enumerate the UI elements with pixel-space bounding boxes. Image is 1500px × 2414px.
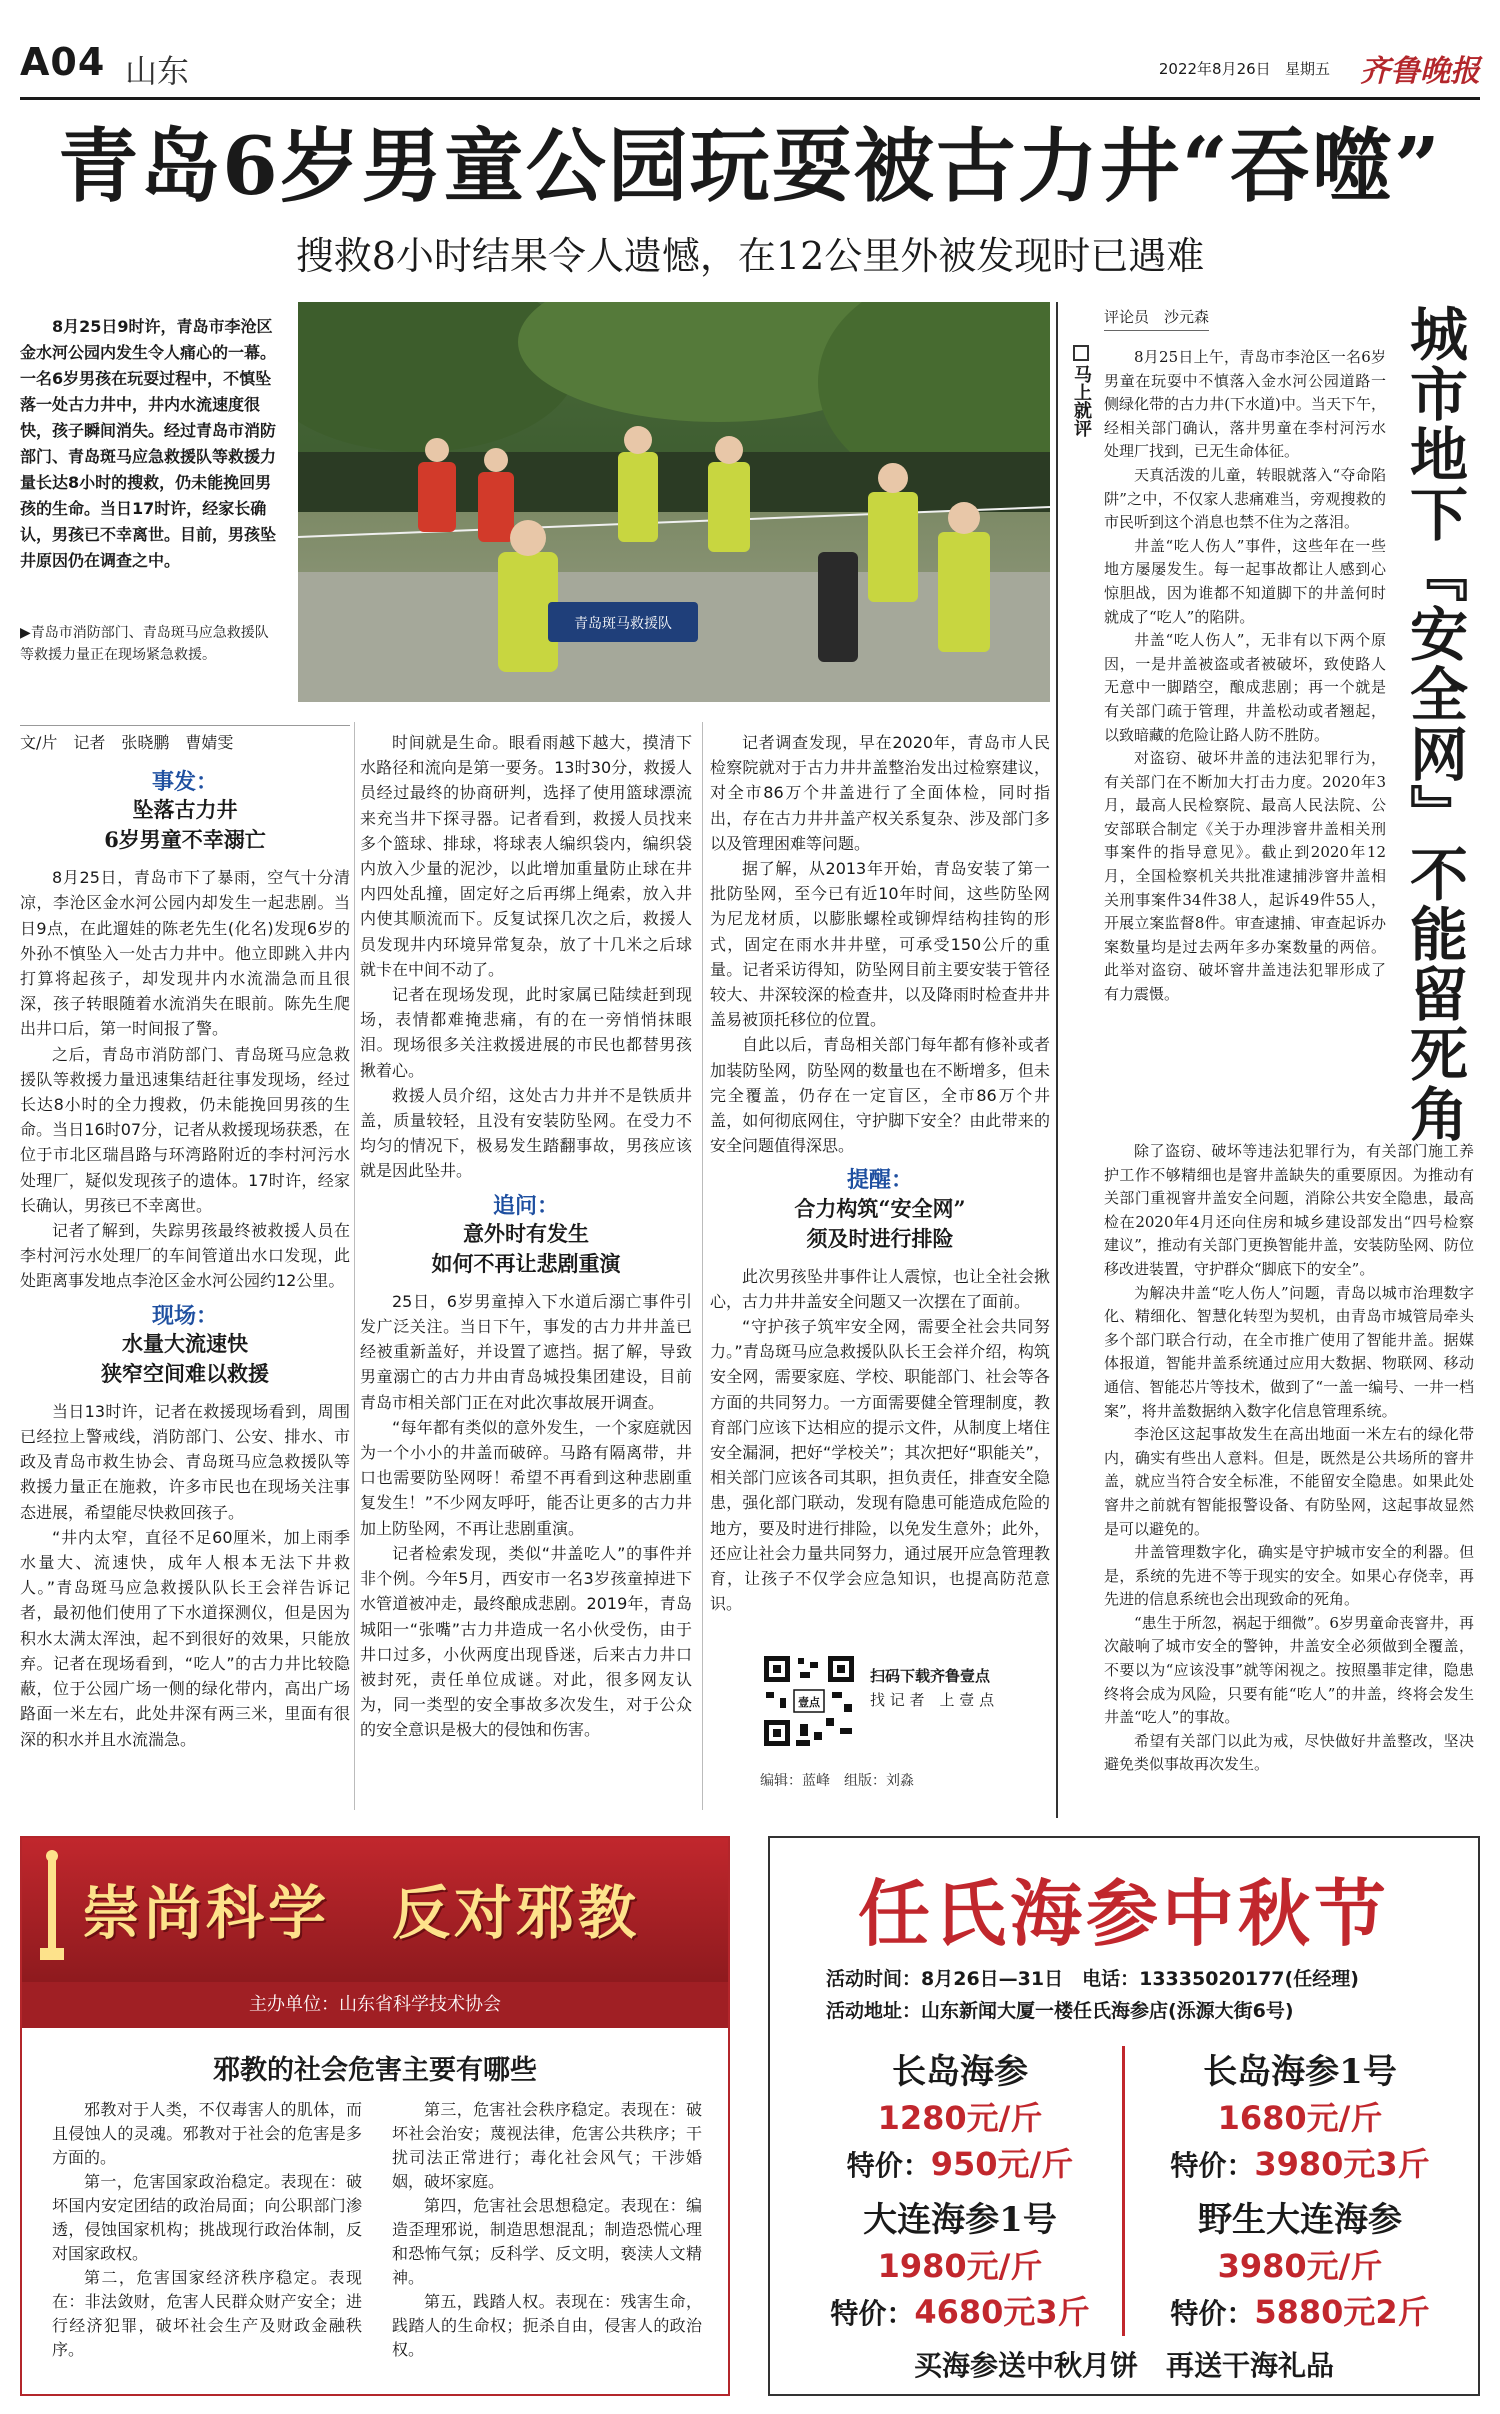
sale-label: 特价： — [1170, 2297, 1255, 2330]
product-sale — [810, 2139, 1110, 2185]
qr-code[interactable] — [760, 1652, 858, 1750]
commentary-tag-text: 马上就评 — [1071, 365, 1092, 437]
paragraph: “井内太窄，直径不足60厘米，加上雨季水量大、流速快，成年人根本无法下井救人。”青岛斑马应急救援队队长王会祥告诉记者，最初他们使用了下水道探测仪，但是因为积水太满太浑浊，起不到很好的效果，只能放弃。记者在现场看到，“吃人”的古力井比较隐蔽，位于公园广场一侧的绿化带内，高出广场路面一米左右，此处井深有两三米，里面有很深的积水并且水流湍急。 — [20, 1527, 350, 1749]
byline: 文/片 记者 张晓鹏 曹婧雯 — [20, 725, 350, 753]
paragraph: 第一，危害国家政治稳定。表现在：破坏国内安定团结的政治局面；向公职部门渗透，侵蚀国家机构；挑战现行政治体制，反对国家政权。 — [52, 2172, 362, 2263]
paragraph: 自此以后，青岛相关部门每年都有修补或者加装防坠网，防坠网的数量也在不断增多，但未完全覆盖，仍存在一定盲区，全市86万个井盖，如何彻底网住，守护脚下安全？由此带来的安全问题值得深思。 — [710, 1035, 1050, 1156]
product-sale — [810, 2287, 1110, 2333]
paragraph: 据了解，从2013年开始，青岛安装了第一批防坠网，至今已有近10年时间，这些防坠网为尼龙材质，以膨胀螺栓或铆焊结构挂钩的形式，固定在雨水井井壁，可承受150公斤的重量。记者采访得知，防坠网目前主要安装于管径较大、井深较深的检查井，以及降雨时检查井井盖易被顶托移位的位置。 — [710, 859, 1050, 1030]
section-tag: 事发： — [151, 770, 218, 795]
commentary-author: 评论员 沙元森 — [1104, 306, 1209, 331]
science-ad-text-left — [52, 2098, 362, 2362]
paragraph: 对盗窃、破坏井盖的违法犯罪行为，有关部门在不断加大打击力度。2020年3月，最高人民检察院、最高人民法院、公安部联合制定《关于办理涉窨井盖相关刑事案件的指导意见》。截止到2020年12月，全国检察机关共批准逮捕涉窨井盖相关刑事案件34件38人，起诉49件55人，开展立案监督8件。审查逮捕、审查起诉办案数量均是过去两年多办案数量的两倍。此举对盗窃、破坏窨井盖违法犯罪形成了有力震慑。 — [1104, 749, 1386, 1004]
section-title: 6岁男童不幸溺亡 — [104, 827, 266, 853]
paragraph: 井盖管理数字化，确实是守护城市安全的利器。但是，系统的先进不等于现实的安全。如果心存侥幸，再先进的信息系统也会出现致命的死角。 — [1104, 1543, 1474, 1609]
commentary-tag — [1064, 345, 1094, 437]
section-tag: 追问： — [492, 1193, 559, 1219]
paragraph: 此次男孩坠井事件让人震惊，也让全社会揪心，古力井井盖安全问题又一次摆在了面前。 — [710, 1266, 1050, 1311]
section-head-incident — [20, 770, 350, 855]
paragraph: 8月25日，青岛市下了暴雨，空气十分清凉，李沧区金水河公园内却发生一起悲剧。当日9点，在此遛娃的陈老先生(化名)发现6岁的外孙不慎坠入一处古力井中。他立即跳入井内打算将起孩子，却发现井内水流湍急而且很深，孩子转眼随着水流消失在眼前。陈先生爬出井口后，第一时间报了警。 — [20, 868, 350, 1039]
product-name: 大连海参1号 — [863, 2200, 1057, 2240]
photo-caption: ▶青岛市消防部门、青岛斑马应急救援队等救援力量正在现场紧急救援。 — [20, 625, 269, 663]
article-column-1 — [20, 760, 350, 1752]
qr-center-label: 壹点 — [798, 1696, 820, 1709]
article-column-2 — [360, 730, 692, 1743]
paragraph: 第四，危害社会思想稳定。表现在：编造歪理邪说，制造思想混乱；制造恐慌心理和恐怖气氛；反科学、反文明，亵渎人文精神。 — [392, 2196, 702, 2287]
seacucumber-ad — [768, 1836, 1480, 2396]
paragraph: 8月25日上午，青岛市李沧区一名6岁男童在玩耍中不慎落入金水河公园道路一侧绿化带的古力井(下水道)中。当天下午，经相关部门确认，落井男童在李村河污水处理厂找到，已无生命体征。 — [1104, 348, 1386, 461]
paragraph: 之后，青岛市消防部门、青岛斑马应急救援队等救援力量迅速集结赶往事发现场，经过长达8小时的全力搜救，仍未能挽回男孩的生命。当日16时07分，记者从救援现场获悉，在位于市北区瑞昌路与环湾路附近的李村河污水处理厂，疑似发现孩子的遗体。17时许，经家长确认，男孩已不幸离世。 — [20, 1044, 350, 1215]
paragraph: 井盖“吃人伤人”事件，这些年在一些地方屡屡发生。每一起事故都让人感到心惊胆战，因为谁都不知道脚下的井盖何时就成了“吃人”的陷阱。 — [1104, 536, 1386, 626]
product-price: 1280元/斤 — [877, 2099, 1043, 2137]
qr-caption-line: 找 记 者 上 壹 点 — [870, 1691, 995, 1709]
sale-price: 3980元3斤 — [1254, 2145, 1430, 2183]
sale-label: 特价： — [830, 2297, 915, 2330]
sale-label: 特价： — [846, 2149, 931, 2182]
qr-caption-line: 扫码下载齐鲁壹点 — [870, 1667, 991, 1685]
commentary-body-top — [1104, 346, 1386, 1007]
sale-price: 4680元3斤 — [914, 2293, 1090, 2331]
product-card — [810, 2192, 1110, 2333]
paragraph: 第三，危害社会秩序稳定。表现在：破坏社会治安；蔑视法律，危害公共秩序；干扰司法正常进行；毒化社会风气；干涉婚姻，破坏家庭。 — [392, 2100, 702, 2191]
headline: 青岛6岁男童公园玩耍被古力井“吞噬” — [58, 119, 1442, 213]
paragraph: “每年都有类似的意外发生，一个家庭就因为一个小小的井盖而破碎。马路有隔离带，井口也需要防坠网呀！希望不再看到这种悲剧重复发生！”不少网友呼吁，能否让更多的古力井加上防坠网，不再让悲剧重演。 — [360, 1417, 692, 1538]
seacucumber-ad-title: 任氏海参中秋节 — [857, 1871, 1390, 1956]
product-sale — [1150, 2287, 1450, 2333]
subheadline: 搜救8小时结果令人遗憾，在12公里外被发现时已遇难 — [295, 234, 1205, 278]
commentary-body-bottom — [1104, 1140, 1474, 1777]
section-tag: 现场： — [151, 1303, 218, 1329]
product-name: 长岛海参 — [892, 2052, 1028, 2092]
science-ad-text-right — [392, 2098, 702, 2362]
section-title: 狭窄空间难以救援 — [101, 1360, 269, 1386]
paragraph: 记者在现场发现，此时家属已陆续赶到现场，表情都难掩悲痛，有的在一旁悄悄抹眼泪。现场很多关注救援进展的市民也都替男孩揪着心。 — [360, 985, 692, 1080]
section-head-reminder — [710, 1168, 1050, 1253]
paragraph: “患生于所忽，祸起于细微”。6岁男童命丧窨井，再次敲响了城市安全的警钟，井盖安全必须做到全覆盖，不要以为“应该没事”就等闲视之。按照墨菲定律，隐患终将会成为风险，只要有能“吃人”的井盖，终将会发生井盖“吃人”的事故。 — [1104, 1613, 1474, 1727]
science-ad-slogan: 崇尚科学 反对邪教 — [82, 1879, 641, 1947]
paragraph: 希望有关部门以此为戒，尽快做好井盖整改，坚决避免类似事故再次发生。 — [1104, 1731, 1474, 1774]
paragraph: 救援人员介绍，这处古力井并不是铁质井盖，质量较轻，且没有安装防坠网。在受力不均匀的情况下，极易发生踏翻事故，男孩应该就是因此坠井。 — [360, 1085, 692, 1181]
editor-credit: 编辑：蓝峰 组版：刘淼 — [760, 1773, 914, 1789]
paragraph: 天真活泼的儿童，转眼就落入“夺命陷阱”之中，不仅家人悲痛难当，旁观搜救的市民听到这个消息也禁不住为之落泪。 — [1104, 465, 1386, 532]
section-title: 须及时进行排险 — [806, 1225, 954, 1251]
paragraph: 记者检索发现，类似“井盖吃人”的事件并非个例。今年5月，西安市一名3岁孩童掉进下水管道被冲走，最终酿成悲剧。2019年，青岛城阳一“张嘴”古力井造成一名小伙受伤，由于井口过多，小伙两度出现昏迷，后来古力井口被封死，责任单位成谜。对此，很多网友认为，同一类型的安全事故多次发生，对于公众的安全意识是极大的侵蚀和伤害。 — [360, 1543, 692, 1740]
product-card — [1150, 2192, 1450, 2333]
science-ad-banner — [22, 1838, 728, 1982]
date: 2022年8月26日 — [1158, 60, 1271, 78]
section-title: 水量大流速快 — [122, 1330, 248, 1356]
paragraph: 为解决井盖“吃人伤人”问题，青岛以城市治理数字化、精细化、智慧化转型为契机，由青岛市城管局牵头多个部门联合行动，在全市推广使用了智能井盖。据媒体报道，智能井盖系统通过应用大数据、物联网、移动通信、智能芯片等技术，做到了“一盖一编号、一井一档案”，将井盖数据纳入数字化信息管理系统。 — [1104, 1283, 1474, 1420]
product-price: 1980元/斤 — [877, 2247, 1043, 2285]
paragraph: 除了盗窃、破坏等违法犯罪行为，有关部门施工养护工作不够精细也是窨井盖缺失的重要原因。为推动有关部门重视窨井盖安全问题，消除公共安全隐患，最高检在2020年4月还向住房和城乡建设部发出“四号检察建议”，推动有关部门更换智能井盖，安装防坠网、防位移改进装置，守护群众“脚底下的安全”。 — [1104, 1142, 1474, 1278]
paragraph: 记者了解到，失踪男孩最终被救援人员在李村河污水处理厂的车间管道出水口发现，此处距离事发地点李沧区金水河公园约12公里。 — [20, 1221, 350, 1291]
masthead — [20, 40, 1480, 100]
product-name: 野生大连海参 — [1198, 2200, 1402, 2240]
rescue-scene-photo — [298, 302, 1050, 702]
product-card — [810, 2044, 1110, 2185]
section-title: 意外时有发生 — [463, 1220, 589, 1246]
column-divider — [354, 722, 355, 1810]
paragraph: 时间就是生命。眼看雨越下越大，摸清下水路径和流向是第一要务。13时30分，救援人员经过最终的协商研判，选择了使用篮球漂流来充当井下探寻器。记者看到，救援人员找来多个篮球、排球，将球表人编织袋内，编织袋内放入少量的泥沙，以此增加重量防止球在井内四处乱撞，固定好之后再绑上绳索，放入井内使其顺流而下。反复试探几次之后，救援人员发现井内环境异常复杂，放了十几米之后球就卡在中间不动了。 — [360, 733, 692, 979]
paragraph: “守护孩子筑牢安全网，需要全社会共同努力。”青岛斑马应急救援队队长王会祥介绍，构筑安全网，需要家庭、学校、职能部门、社会等各方面的共同努力。一方面需要健全管理制度，教育部门应该下达相应的提示文件，从制度上堵住安全漏洞，把好“学校关”；其次把好“职能关”，相关部门应该各司其职，担负责任，排查安全隐患，强化部门联动，发现有隐患可能造成危险的地方，要及时进行排险，以免发生意外；此外，还应让社会力量共同努力，通过展开应急管理教育，让孩子不仅学会应急知识，也提高防范意识。 — [710, 1317, 1050, 1614]
science-ad-host: 主办单位：山东省科学技术协会 — [22, 1982, 728, 2028]
square-icon — [1073, 345, 1089, 361]
column-divider — [702, 722, 703, 1810]
weekday: 星期五 — [1284, 60, 1330, 78]
monument-icon — [32, 1848, 72, 1968]
sale-label: 特价： — [1170, 2149, 1255, 2182]
sale-price: 950元/斤 — [930, 2145, 1074, 2183]
product-divider — [1122, 2046, 1125, 2336]
seacucumber-ad-address: 活动地址：山东新闻大厦一楼任氏海参店(泺源大街6号) — [826, 2000, 1294, 2022]
product-card — [1150, 2044, 1450, 2185]
paragraph: 第五，践踏人权。表现在：残害生命，践踏人的生命权；扼杀自由，侵害人的政治权。 — [392, 2292, 702, 2359]
paragraph: 记者调查发现，早在2020年，青岛市人民检察院就对于古力井井盖整治发出过检察建议，对全市86万个井盖进行了全面体检，同时指出，存在古力井井盖产权关系复杂、涉及部门多以及管理困难等问题。 — [710, 733, 1050, 853]
paragraph: 当日13时许，记者在救援现场看到，周围已经拉上警戒线，消防部门、公安、排水、市政及青岛市救生协会、青岛斑马应急救援队等救援力量正在施救，许多市民也在现场关注事态进展，希望能尽快救回孩子。 — [20, 1401, 350, 1522]
product-price: 1680元/斤 — [1217, 2099, 1383, 2137]
paragraph: 第二，危害国家经济秩序稳定。表现在：非法敛财，危害人民群众财产安全；进行经济犯罪，破坏社会生产及财政金融秩序。 — [52, 2268, 362, 2359]
paragraph: 井盖“吃人伤人”，无非有以下两个原因，一是井盖被盗或者被破坏，致使路人无意中一脚踏空，酿成悲剧；再一个就是有关部门疏于管理，井盖松动或者翘起，以致暗藏的危险让路人防不胜防。 — [1104, 631, 1386, 744]
section-name: 山东 — [125, 52, 190, 90]
product-price: 3980元/斤 — [1217, 2247, 1383, 2285]
paragraph: 25日，6岁男童掉入下水道后溺亡事件引发广泛关注。当日下午，事发的古力井井盖已经被重新盖好，并设置了遮挡。据了解，导致男童溺亡的古力井由青岛城投集团建设，目前青岛市相关部门正在对此次事故展开调查。 — [360, 1291, 692, 1412]
lead-paragraph: 8月25日9时许，青岛市李沧区金水河公园内发生令人痛心的一幕。一名6岁男孩在玩耍过程中，不慎坠落一处古力井中，井内水流速度很快，孩子瞬间消失。经过青岛市消防部门、青岛斑马应急救援队等救援力量长达8小时的搜救，仍未能挽回男孩的生命。当日17时许，经家长确认，男孩已不幸离世。目前，男孩坠井原因仍在调查之中。 — [20, 317, 277, 570]
section-title: 合力构筑“安全网” — [794, 1195, 966, 1221]
article-column-3 — [710, 730, 1050, 1617]
page-number: A04 — [20, 40, 106, 84]
section-title: 坠落古力井 — [132, 797, 238, 823]
paper-logo: 齐鲁晚报 — [1360, 54, 1480, 89]
seacucumber-ad-time: 活动时间：8月26日—31日 电话：13335020177(任经理) — [826, 1968, 1359, 1990]
photo-illustration — [298, 302, 1050, 702]
product-name: 长岛海参1号 — [1203, 2052, 1397, 2092]
qr-code-icon — [760, 1652, 858, 1750]
science-ad-title: 邪教的社会危害主要有哪些 — [213, 2055, 537, 2086]
commentary-title: 城市地下『安全网』不能留死角 — [1400, 304, 1468, 1144]
seacucumber-ad-footer: 买海参送中秋月饼 再送干海礼品 — [913, 2349, 1334, 2382]
section-title: 如何不再让悲剧重演 — [431, 1250, 621, 1276]
date-line — [1159, 58, 1330, 79]
section-tag: 提醒： — [846, 1168, 913, 1194]
paragraph: 邪教对于人类，不仅毒害人的肌体，而且侵蚀人的灵魂。邪教对于社会的危害是多方面的。 — [52, 2100, 362, 2167]
sale-price: 5880元2斤 — [1254, 2293, 1430, 2331]
section-head-scene — [20, 1304, 350, 1389]
qr-caption — [870, 1664, 994, 1712]
science-ad — [20, 1836, 730, 2396]
paragraph: 李沧区这起事故发生在高出地面一米左右的绿化带内，确实有些出人意料。但是，既然是公共场所的窨井盖，就应当符合安全标准，不能留安全隐患。如果此处窨井之前就有智能报警设备、有防坠网，这起事故显然是可以避免的。 — [1104, 1425, 1474, 1538]
section-head-followup — [360, 1194, 692, 1279]
product-sale — [1150, 2139, 1450, 2185]
vest-sign: 青岛斑马救援队 — [574, 616, 672, 632]
